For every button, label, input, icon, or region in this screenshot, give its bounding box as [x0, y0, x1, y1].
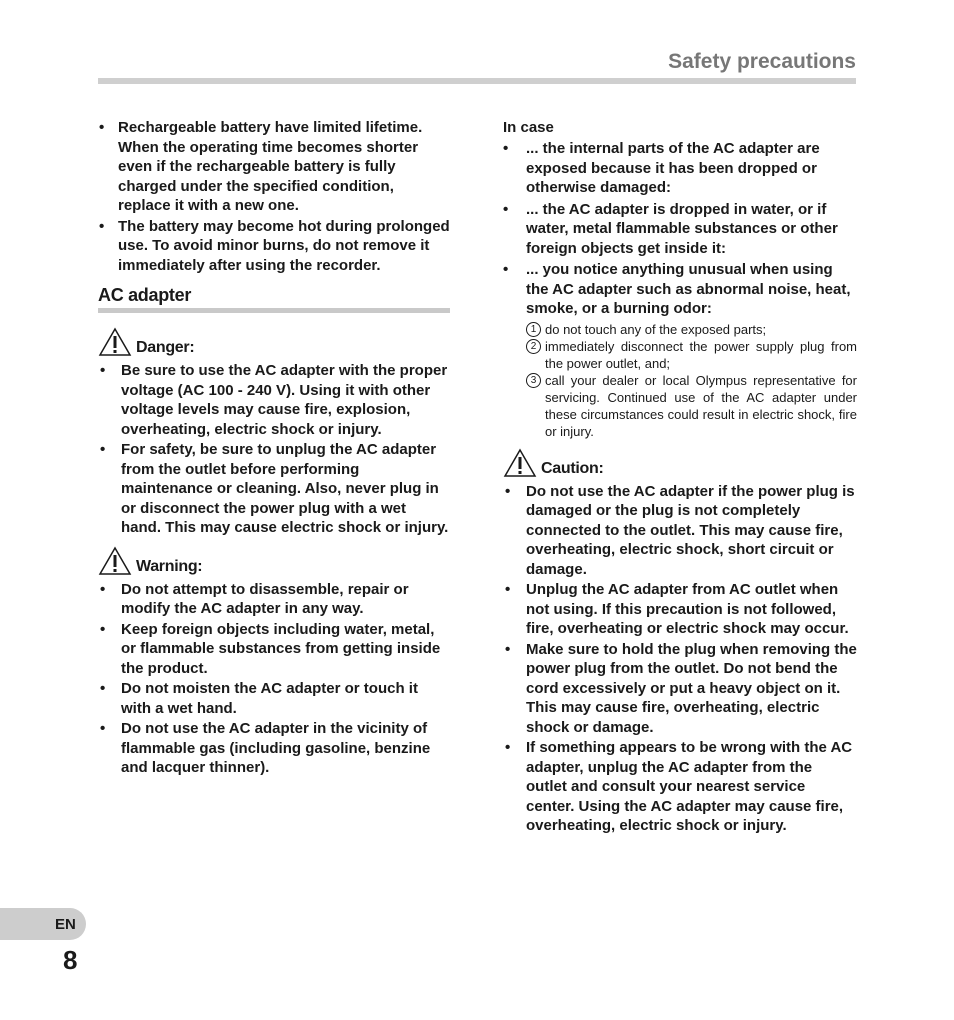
bullet-dot: • [99, 217, 105, 235]
bullet-text: Unplug the AC adapter from AC outlet when not using. If this precaution is not followed, fire, overheating or electric shock may occur. [526, 581, 849, 637]
section-title-ac-adapter: AC adapter [98, 285, 450, 313]
caution-bullets [503, 482, 857, 836]
bullet-dot: • [503, 261, 509, 278]
bullet-dot: • [505, 581, 511, 598]
caution-label: Caution: [541, 459, 604, 477]
bullet-dot: • [503, 200, 509, 218]
caution-heading [503, 448, 857, 478]
in-case-label: In case [503, 119, 554, 136]
case-text: ... the AC adapter is dropped in water, or if water, metal flammable substances or other foreign objects get inside it: [526, 200, 838, 257]
list-item [98, 580, 450, 619]
step-item [526, 321, 857, 338]
bullet-dot: • [100, 362, 106, 379]
step-text: call your dealer or local Olympus representative for servicing. Continued use of the AC adapter under these circumstances could result in electric shock, fire or injury. [545, 372, 857, 439]
bullet-dot: • [100, 620, 106, 638]
step-item [526, 372, 857, 440]
left-column [98, 118, 450, 779]
bullet-text: The battery may become hot during prolonged use. To avoid minor burns, do not remove it immediately after using the recorder. [118, 217, 450, 274]
list-item [98, 719, 450, 778]
bullet-dot: • [505, 482, 511, 500]
list-item [98, 440, 450, 538]
warning-heading [98, 546, 450, 576]
list-item [503, 738, 857, 836]
bullet-text: Do not use the AC adapter if the power plug is damaged or the plug is not completely connected to the outlet. This may cause fire, overheating, electric shock, short circuit or damage. [526, 482, 855, 578]
step-number-circle: 3 [526, 373, 541, 388]
list-item [98, 118, 450, 216]
step-text: do not touch any of the exposed parts; [545, 321, 767, 337]
step-text: immediately disconnect the power supply plug from the power outlet, and; [545, 338, 857, 371]
list-item [98, 679, 450, 718]
page-title: Safety precautions [668, 50, 856, 73]
step-number-circle: 1 [526, 322, 541, 337]
list-item [98, 361, 450, 439]
case-item [503, 139, 857, 198]
danger-heading [98, 327, 450, 357]
bullet-text: Do not use the AC adapter in the vicinity of flammable gas (including gasoline, benzine and lacquer thinner). [121, 720, 431, 776]
warning-bullets [98, 580, 450, 778]
list-item [503, 482, 857, 580]
step-item [526, 338, 857, 372]
bullet-dot: • [505, 739, 511, 756]
header-rule [98, 78, 856, 84]
warning-label: Warning: [136, 557, 203, 575]
page-number: 8 [63, 945, 78, 975]
bullet-dot: • [505, 640, 511, 658]
warning-triangle-icon [98, 546, 132, 576]
language-tab [0, 908, 86, 940]
case-item [503, 260, 857, 319]
bullet-text: Keep foreign objects including water, metal, or flammable substances from getting inside the product. [121, 620, 441, 677]
list-item [98, 620, 450, 679]
bullet-text: Be sure to use the AC adapter with the proper voltage (AC 100 - 240 V). Using it with other voltage levels may cause fire, explosion, overheating, electric shock or injury. [121, 362, 448, 438]
bullet-text: Do not attempt to disassemble, repair or modify the AC adapter in any way. [121, 580, 409, 617]
action-steps [526, 321, 857, 440]
bullet-dot: • [99, 119, 105, 136]
language-label: EN [55, 916, 76, 933]
danger-label: Danger: [136, 339, 195, 356]
bullet-text: If something appears to be wrong with the AC adapter, unplug the AC adapter from the outlet and consult your nearest service center. Using the AC adapter may cause fire, overheating, electric shock or injury. [526, 739, 853, 834]
bullet-text: Make sure to hold the plug when removing the power plug from the outlet. Do not bend the cord excessively or put a heavy object on it. This may cause fire, overheating, electric shock or damage. [526, 640, 857, 736]
case-item [503, 200, 857, 259]
step-number-circle: 2 [526, 339, 541, 354]
list-item [503, 580, 857, 639]
bullet-dot: • [100, 720, 106, 737]
case-text: ... the internal parts of the AC adapter are exposed because it has been dropped or otherwise damaged: [526, 140, 820, 196]
right-column [503, 118, 857, 837]
warning-triangle-icon [98, 327, 132, 357]
case-text: ... you notice anything unusual when using the AC adapter such as abnormal noise, heat, smoke, or a burning odor: [526, 261, 851, 317]
danger-bullets [98, 361, 450, 538]
bullet-text: Rechargeable battery have limited lifetime. When the operating time becomes shorter even if the rechargeable battery is fully charged under the specified condition, replace it with a new one. [118, 119, 423, 214]
battery-bullets [98, 118, 450, 275]
list-item [503, 640, 857, 738]
bullet-dot: • [100, 441, 106, 458]
bullet-dot: • [100, 680, 106, 697]
warning-triangle-icon [503, 448, 537, 478]
bullet-dot: • [100, 580, 106, 598]
bullet-text: Do not moisten the AC adapter or touch it with a wet hand. [121, 680, 418, 717]
list-item [98, 217, 450, 276]
bullet-text: For safety, be sure to unplug the AC adapter from the outlet before performing maintenance or cleaning. Also, never plug in or disconnect the power plug with a wet hand. This may cause electric shock or injury. [121, 441, 449, 536]
bullet-dot: • [503, 140, 509, 157]
